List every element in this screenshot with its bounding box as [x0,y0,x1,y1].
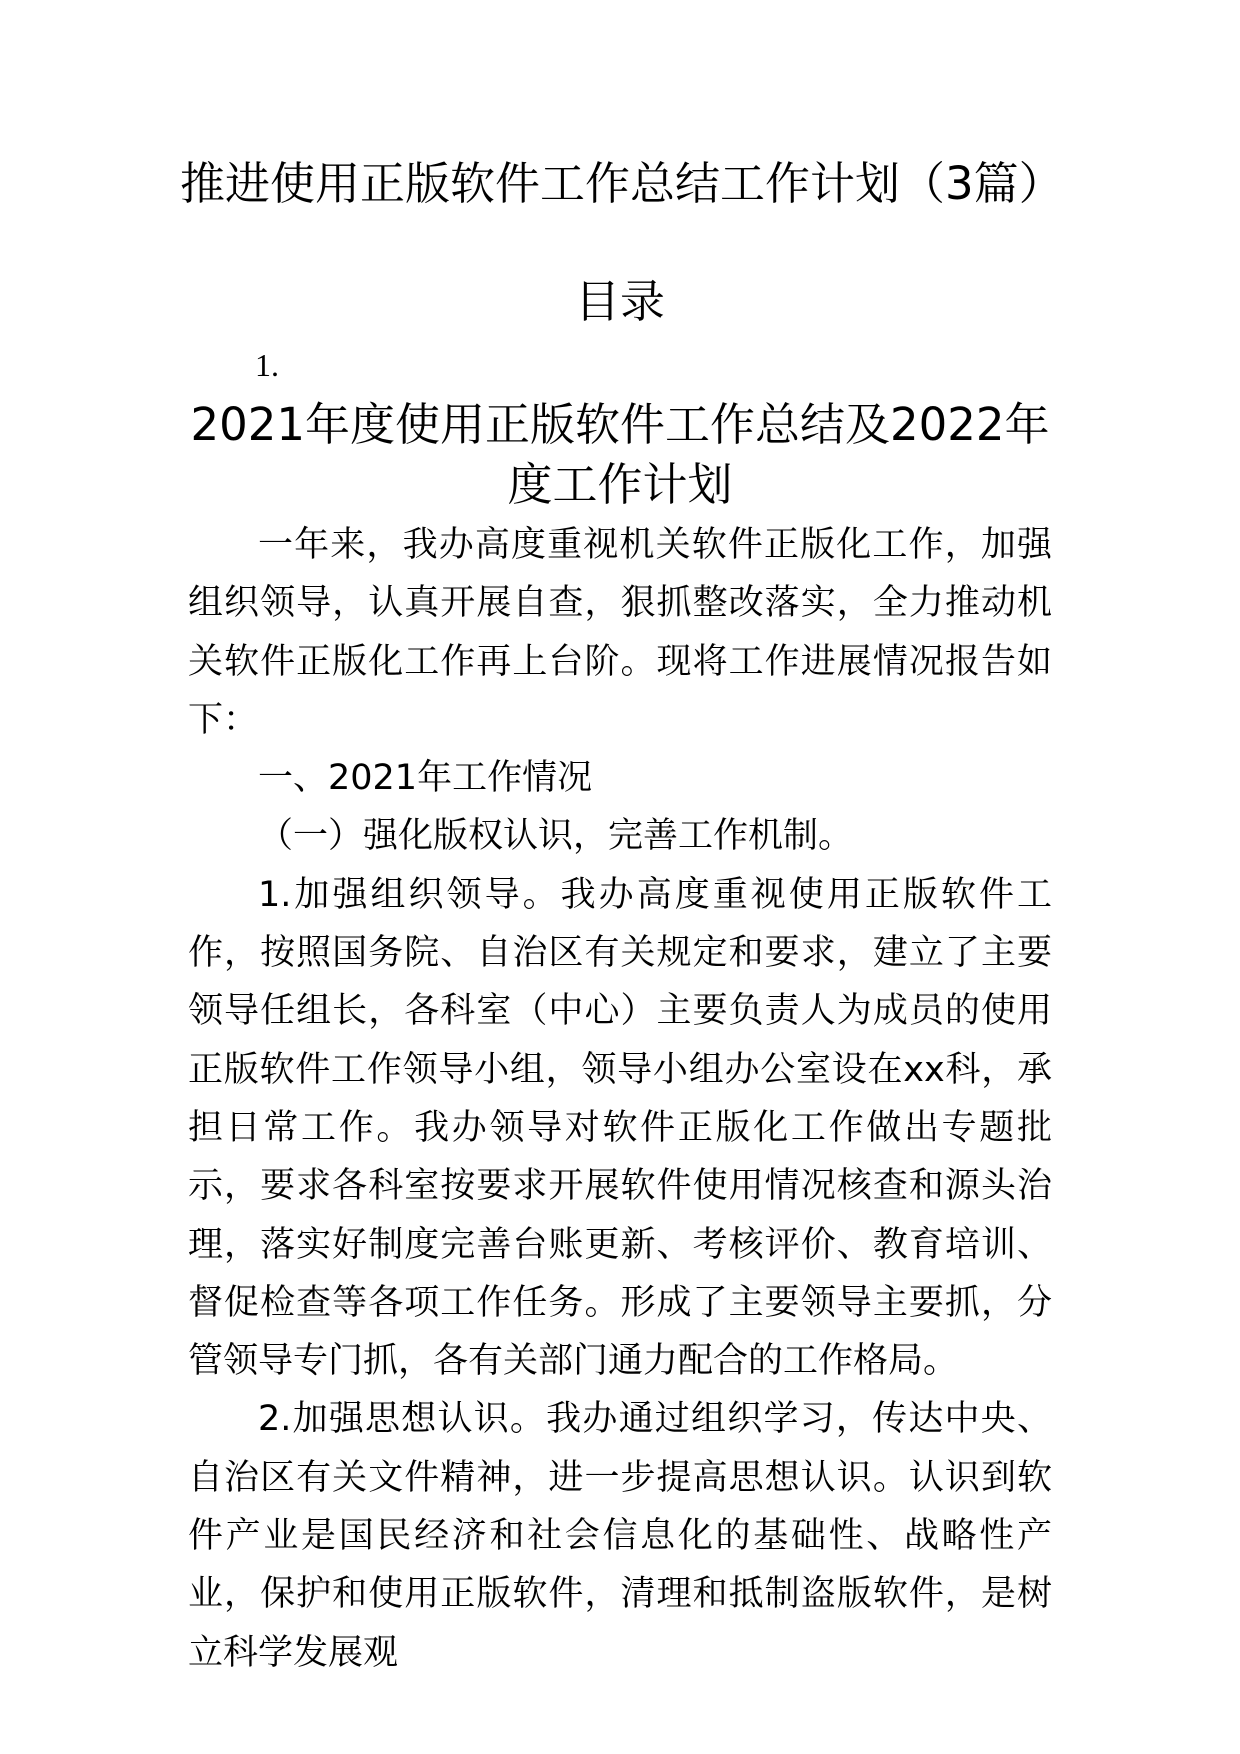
toc-item-number: 1. [255,347,279,383]
paragraph-intro: 一年来，我办高度重视机关软件正版化工作，加强组织领导，认真开展自查，狠抓整改落实，全力推动机关软件正版化工作再上台阶。现将工作进展情况报告如下： [188,525,1052,740]
toc-heading: 目录 [574,275,665,328]
heading-2021-work: 一、2021年工作情况 [258,758,593,799]
subheading-copyright: （一）强化版权认识，完善工作机制。 [258,816,854,857]
document-body [188,516,1052,1682]
paragraph-leadership: 1.加强组织领导。我办高度重视使用正版软件工作，按照国务院、自治区有关规定和要求，建立了主要领导任组长，各科室（中心）主要负责人为成员的使用正版软件工作领导小组，领导小组办公室设在xx科，承担日常工作。我办领导对软件正版化工作做出专题批示，要求各科室按要求开展软件使用情况核查和源头治理，落实好制度完善台账更新、考核评价、教育培训、督促检查等各项工作任务。形成了主要领导主要抓，分管领导专门抓，各有关部门通力配合的工作格局。 [188,874,1052,1382]
section-title: 2021年度使用正版软件工作总结及2022年度工作计划 [190,398,1050,511]
paragraph-awareness: 2.加强思想认识。我办通过组织学习，传达中央、自治区有关文件精神，进一步提高思想认识。认识到软件产业是国民经济和社会信息化的基础性、战略性产业，保护和使用正版软件，清理和抵制盗版软件，是树立科学发展观 [188,1399,1052,1673]
document-title: 推进使用正版软件工作总结工作计划（3篇） [180,157,1064,210]
